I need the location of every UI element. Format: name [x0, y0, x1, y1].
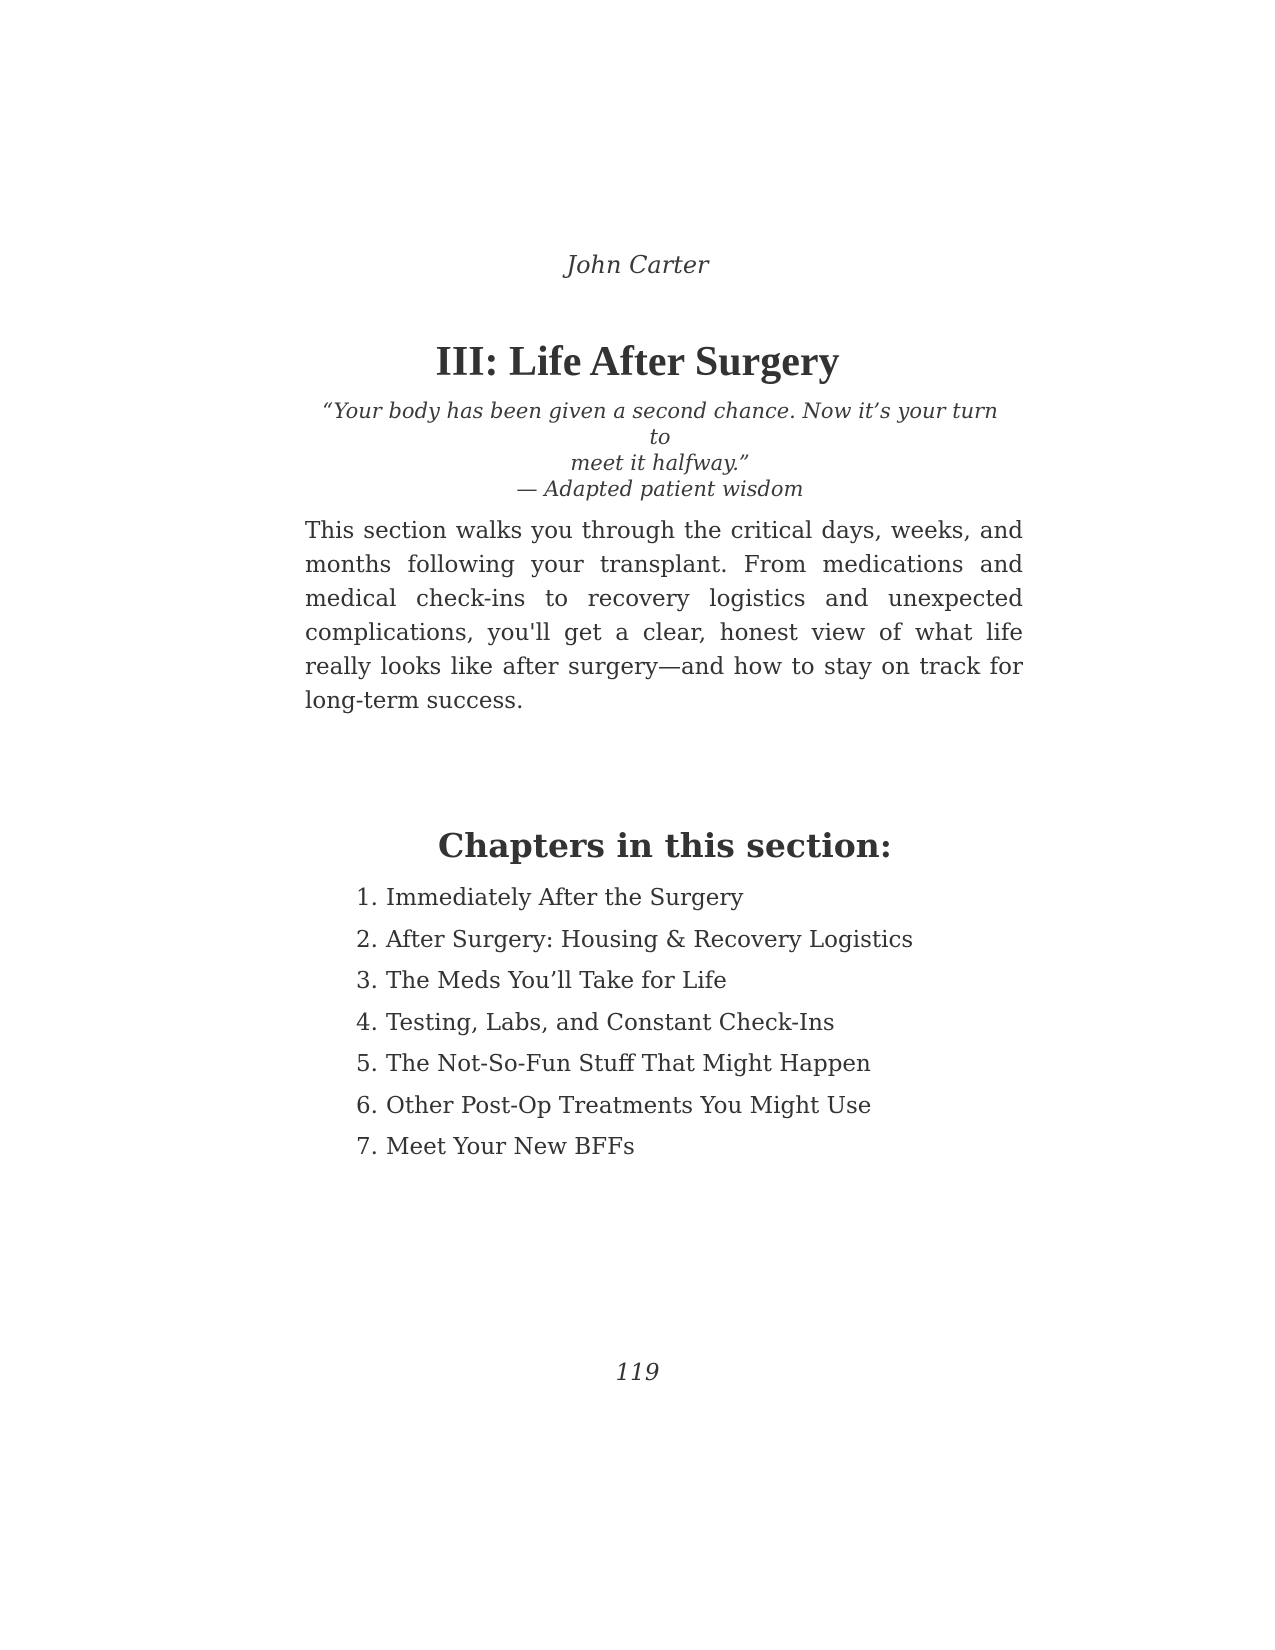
intro-paragraph: This section walks you through the critical days, weeks, and months following your transplant. From medications and medical check-ins to recovery logistics and unexpected complications, you'll get a clear, honest view of what life really looks like after surgery—and how to stay on track for long-term success.	[305, 518, 1023, 714]
chapter-number: 7.	[356, 1134, 378, 1160]
chapter-item	[348, 878, 913, 920]
chapter-number: 1.	[356, 885, 378, 911]
chapter-item	[348, 1127, 913, 1169]
chapter-item	[348, 1044, 913, 1086]
epigraph	[320, 398, 1000, 502]
chapter-number: 4.	[356, 1009, 378, 1036]
chapter-title: After Surgery: Housing & Recovery Logistics	[386, 926, 914, 953]
page-number: 119	[615, 1360, 660, 1386]
chapter-number: 3.	[356, 968, 378, 994]
chapter-title: The Meds You’ll Take for Life	[386, 968, 727, 994]
chapters-heading: Chapters in this section:	[438, 826, 892, 865]
chapter-item	[348, 1003, 913, 1045]
chapter-number: 2.	[356, 926, 378, 953]
chapter-title: Meet Your New BFFs	[386, 1134, 635, 1160]
epigraph-line-2: meet it halfway.”	[570, 451, 750, 475]
epigraph-attribution: — Adapted patient wisdom	[516, 477, 804, 501]
chapter-item	[348, 961, 913, 1003]
chapter-item	[348, 920, 913, 962]
running-header-author: John Carter	[566, 251, 709, 279]
chapter-list	[348, 878, 913, 1169]
chapter-title: Immediately After the Surgery	[386, 885, 744, 911]
chapter-number: 6.	[356, 1092, 378, 1119]
chapter-title: Testing, Labs, and Constant Check-Ins	[386, 1009, 835, 1036]
chapter-number: 5.	[356, 1051, 378, 1077]
chapter-title: The Not-So-Fun Stuff That Might Happen	[386, 1051, 871, 1077]
section-title: III: Life After Surgery	[435, 339, 840, 385]
chapter-title: Other Post-Op Treatments You Might Use	[386, 1092, 872, 1119]
chapter-item	[348, 1086, 913, 1128]
epigraph-line-1: “Your body has been given a second chance. Now it’s your turn to	[322, 399, 998, 449]
